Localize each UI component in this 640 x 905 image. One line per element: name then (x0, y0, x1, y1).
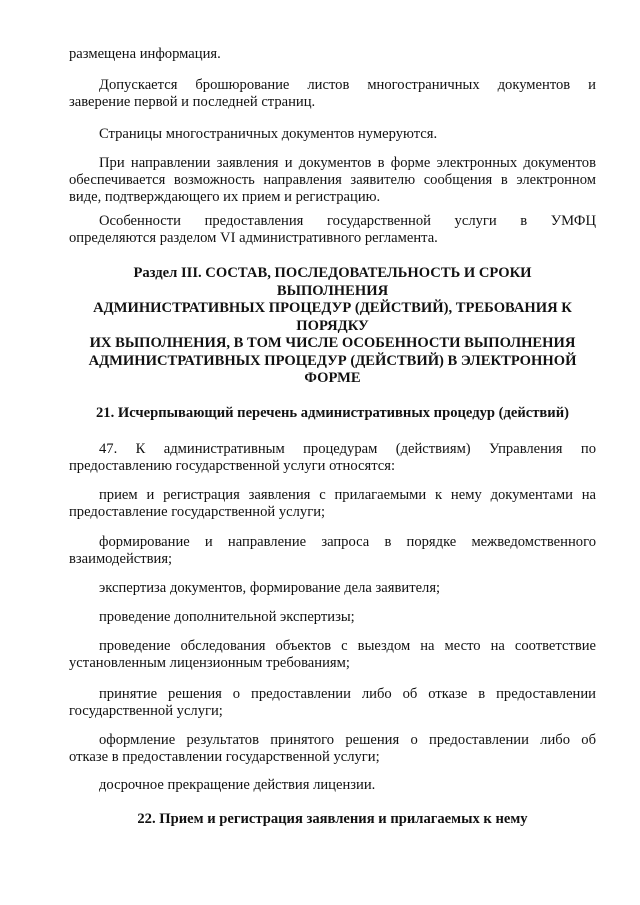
paragraph-line: заверение первой и последней страниц. (69, 94, 316, 110)
paragraph-fragment (69, 46, 596, 63)
heading-line: ПОРЯДКУ (296, 317, 369, 334)
list-item-procedure (69, 777, 596, 794)
paragraph-line: 47. К административным процедурам (действиям) Управления по (99, 441, 596, 457)
list-item-line: установленным лицензионным требованиям; (69, 655, 350, 671)
list-item-line: предоставление государственной услуги; (69, 504, 326, 520)
paragraph-electronic (69, 155, 596, 206)
list-item-procedure (69, 609, 596, 626)
heading-line: АДМИНИСТРАТИВНЫХ ПРОЦЕДУР (ДЕЙСТВИЙ), ТРЕБОВАНИЯ К (93, 300, 572, 316)
list-item-procedure (69, 638, 596, 672)
list-item-line: взаимодействия; (69, 551, 173, 567)
list-item-procedure (69, 487, 596, 521)
paragraph-umfc (69, 213, 596, 247)
list-item-line: проведение дополнительной экспертизы; (99, 609, 355, 625)
heading-line: ИХ ВЫПОЛНЕНИЯ, В ТОМ ЧИСЛЕ ОСОБЕННОСТИ ВЫПОЛНЕНИЯ (89, 335, 576, 351)
paragraph-text: Страницы многостраничных документов нумеруются. (99, 126, 438, 142)
paragraph-numbering (69, 126, 596, 143)
heading-line: 21. Исчерпывающий перечень административных процедур (действий) (96, 405, 569, 421)
list-item-procedure (69, 580, 596, 597)
list-item-line: формирование и направление запроса в порядке межведомственного (99, 534, 596, 550)
paragraph-line: определяются разделом VI административного регламента. (69, 230, 438, 246)
paragraph-text: размещена информация. (69, 46, 221, 62)
list-item-procedure (69, 534, 596, 568)
list-item-line: прием и регистрация заявления с прилагаемыми к нему документами на (99, 487, 596, 503)
paragraph-line: виде, подтверждающего их прием и регистрацию. (69, 189, 381, 205)
heading-line: АДМИНИСТРАТИВНЫХ ПРОЦЕДУР (ДЕЙСТВИЙ) В ЭЛЕКТРОННОЙ (88, 352, 577, 369)
paragraph-line: При направлении заявления и документов в форме электронных документов (99, 155, 596, 171)
paragraph-line: Особенности предоставления государственной услуги в УМФЦ (99, 213, 596, 229)
list-item-line: оформление результатов принятого решения о предоставлении либо об (99, 732, 596, 748)
list-item-line: проведение обследования объектов с выездом на место на соответствие (99, 638, 596, 654)
paragraph-47 (69, 441, 596, 475)
list-item-procedure (69, 686, 596, 720)
list-item-line: отказе в предоставлении государственной услуги; (69, 749, 380, 765)
heading-line: ФОРМЕ (304, 370, 361, 386)
subsection-22-title (69, 811, 596, 829)
heading-line: ВЫПОЛНЕНИЯ (276, 282, 389, 299)
list-item-line: государственной услуги; (69, 703, 223, 719)
list-item-line: принятие решения о предоставлении либо об отказе в предоставлении (99, 686, 596, 702)
list-item-procedure (69, 732, 596, 766)
paragraph-binding (69, 77, 596, 111)
heading-line: 22. Прием и регистрация заявления и прилагаемых к нему (137, 811, 528, 827)
subsection-21-title (69, 405, 596, 423)
paragraph-line: Допускается брошюрование листов многостраничных документов и (99, 77, 596, 93)
heading-line: Раздел III. СОСТАВ, ПОСЛЕДОВАТЕЛЬНОСТЬ И СРОКИ (133, 265, 532, 281)
section-3-title (69, 265, 596, 388)
list-item-line: досрочное прекращение действия лицензии. (99, 777, 376, 793)
paragraph-line: обеспечивается возможность направления заявителю сообщения в электронном (69, 172, 596, 188)
list-item-line: экспертиза документов, формирование дела заявителя; (99, 580, 441, 596)
paragraph-line: предоставлению государственной услуги относятся: (69, 458, 396, 474)
